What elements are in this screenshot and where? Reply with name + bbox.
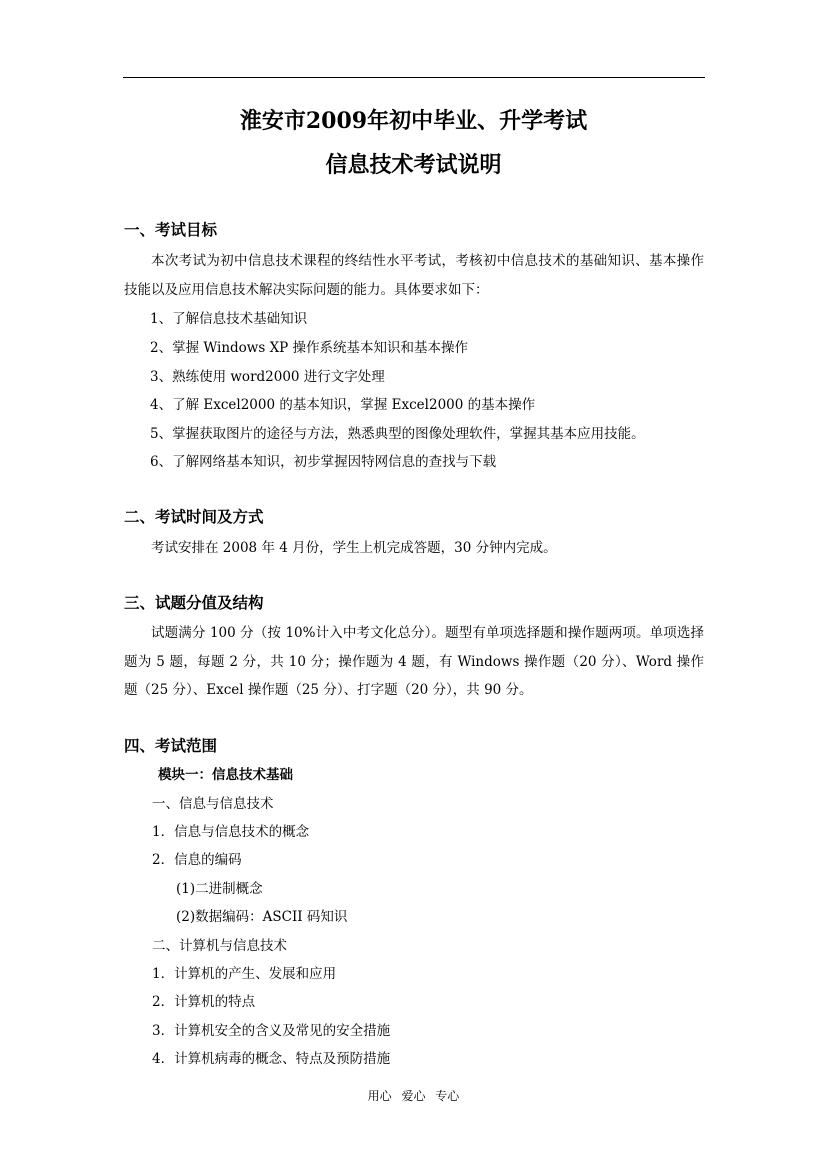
scope-line: (2)数据编码：ASCII 码知识 bbox=[176, 909, 348, 925]
scope-line: (1)二进制概念 bbox=[176, 881, 263, 897]
goal-item-4: 4、了解 Excel2000 的基本知识，掌握 Excel2000 的基本操作 bbox=[150, 397, 536, 413]
section-structure-text: 试题满分 100 分（按 10%计入中考文化总分）。题型有单项选择题和操作题两项。单项选择题为 5 题，每题 2 分，共 10 分；操作题为 4 题，有 Windows 操作题（20 分）、Word 操作题（25 分）、Excel 操作题（25 分）、打字题（20 分），共 90 分。 bbox=[124, 625, 704, 698]
document-subtitle: 信息技术考试说明 bbox=[325, 152, 502, 178]
document-title: 淮安市2009年初中毕业、升学考试 bbox=[239, 108, 588, 134]
scope-line: 2．信息的编码 bbox=[152, 852, 242, 868]
section-heading-scope: 四、考试范围 bbox=[124, 736, 218, 755]
goal-item-6: 6、了解网络基本知识，初步掌握因特网信息的查找与下载 bbox=[150, 454, 497, 470]
scope-line: 二、计算机与信息技术 bbox=[152, 938, 287, 954]
scope-line: 1．计算机的产生、发展和应用 bbox=[152, 966, 337, 982]
page-footer: 用心 爱心 专心 bbox=[367, 1089, 460, 1103]
scope-line: 3．计算机安全的含义及常见的安全措施 bbox=[152, 1023, 391, 1039]
scope-line: 1．信息与信息技术的概念 bbox=[152, 824, 310, 840]
section-time-text: 考试安排在 2008 年 4 月份，学生上机完成答题，30 分钟内完成。 bbox=[151, 540, 557, 556]
goal-item-2: 2、掌握 Windows XP 操作系统基本知识和基本操作 bbox=[150, 340, 469, 356]
goal-item-1: 1、了解信息技术基础知识 bbox=[150, 311, 308, 327]
scope-line: 2．计算机的特点 bbox=[152, 994, 256, 1010]
section-heading-time: 二、考试时间及方式 bbox=[124, 507, 264, 526]
scope-line: 一、信息与信息技术 bbox=[152, 796, 274, 812]
section-heading-structure: 三、试题分值及结构 bbox=[124, 593, 264, 612]
module-heading: 模块一：信息技术基础 bbox=[158, 767, 293, 783]
header-rule bbox=[123, 77, 705, 78]
goal-item-5: 5、掌握获取图片的途径与方法，熟悉典型的图像处理软件，掌握其基本应用技能。 bbox=[150, 426, 645, 442]
scope-line: 4．计算机病毒的概念、特点及预防措施 bbox=[152, 1051, 391, 1067]
section-heading-goals: 一、考试目标 bbox=[124, 220, 218, 239]
goal-item-3: 3、熟练使用 word2000 进行文字处理 bbox=[150, 369, 385, 385]
section-goals-intro: 本次考试为初中信息技术课程的终结性水平考试，考核初中信息技术的基础知识、基本操作技能以及应用信息技术解决实际问题的能力。具体要求如下： bbox=[124, 253, 704, 298]
